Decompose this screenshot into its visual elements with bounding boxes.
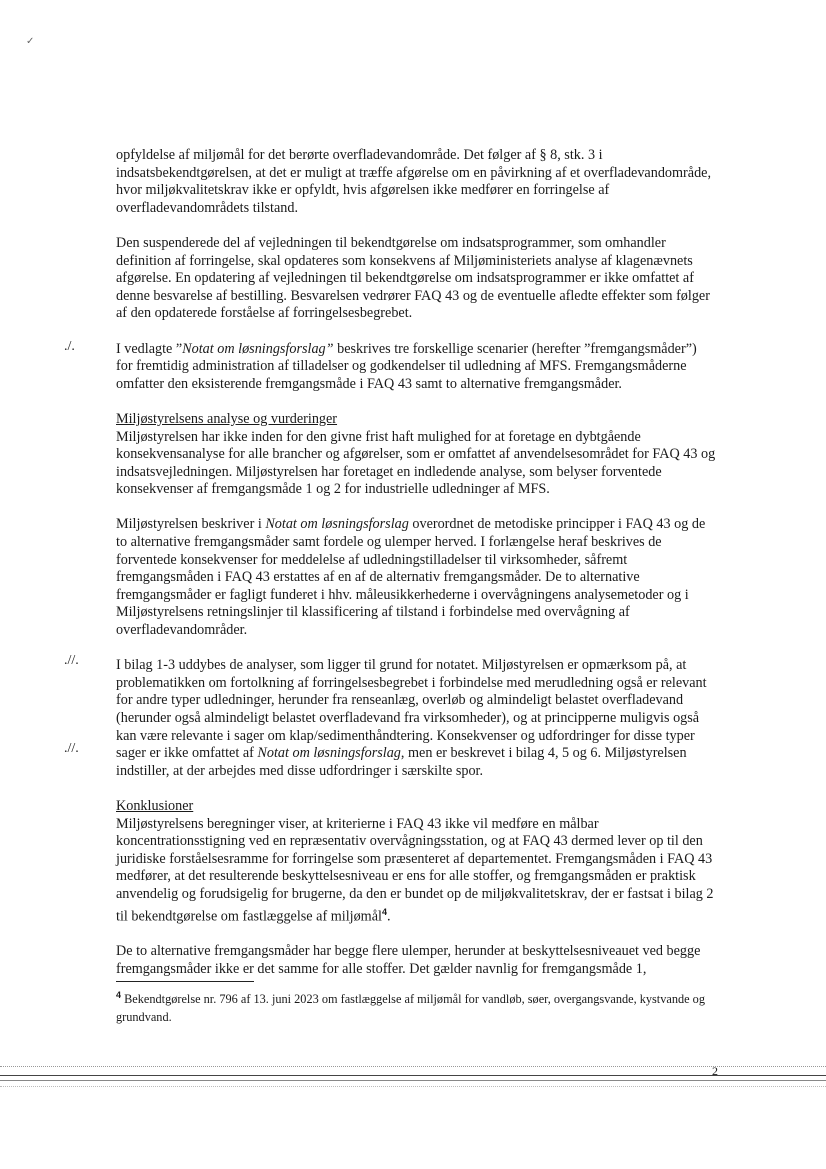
italic-title: Notat om løsningsforslag [257,745,401,762]
footer-rule [0,1080,826,1081]
enclosure-marker: ./. [64,339,75,354]
enclosure-marker: .//. [64,741,79,756]
section-text: Miljøstyrelsens beregninger viser, at kriterierne i FAQ 43 ikke vil medføre en målbar koncentrationsstigning ved en repræsentativ overvågningsstation, og at FAQ 43 dermed lever op til den juridiske forståelsesramme for forringelse som præsenteret af departementet. Fremgangsmåden i FAQ 43 medfører, at det resulterende beskyttelsesniveau er ens for alle stoffer, og fremgangsmåden er praktisk anvendelig og forudsigelig for brugerne, da den er bundet op de miljøkvalitetskrav, der er fastsat i bilag 2 til bekendtgørelse om fastlæggelse af miljømål [116,815,714,925]
paragraph: I bilag 1-3 uddybes de analyser, som ligger til grund for notatet. Miljøstyrelsen er opmærksom på, at problematikken om fortolkning af forringelsesbegrebet i forbindelse med merudledning også er relevant for andre typer udledninger, herunder fra renseanlæg, overløb og almindeligt belastet overfladevand (herunder også almindeligt belastet overfladevand fra virksomheder), og at principperne muligvis også kan være relevante i sager om klap/sedimenthåndtering. Konsekvenser og udfordringer for disse typer sager er ikke omfattet af Notat om løsningsforslag, men er beskrevet i bilag 4, 5 og 6. Miljøstyrelsen indstiller, at der arbejdes med disse udfordringer i særskilte spor. [116,657,707,779]
section-heading: Konklusioner [116,797,194,814]
footnote-text: Bekendtgørelse nr. 796 af 13. juni 2023 om fastlæggelse af miljømål for vandløb, søer, overgangsvande, kystvande og grundvand. [116,992,705,1025]
italic-title: Notat om løsningsforslag [265,516,409,533]
paragraph: Den suspenderede del af vejledningen til bekendtgørelse om indsatsprogrammer, som omhandler definition af forringelse, skal opdateres som konsekvens af Miljøministeriets analyse af klagenævnets afgørelse. En opdatering af vejledningen til bekendtgørelse om indsatsprogrammer er ikke omfattet af denne besvarelse af bestilling. Besvarelsen vedrører FAQ 43 og de eventuelle afledte effekter som følger af den opdaterede forståelse af forringelsesbegrebet. [116,234,710,322]
paragraph: I vedlagte ”Notat om løsningsforslag” beskrives tre forskellige scenarier (herefter ”fremgangsmåder”) for fremtidig administration af tilladelser og godkendelser til udledning af MFS. Fremgangsmåderne omfatter den eksisterende fremgangsmåde i FAQ 43 samt to alternative fremgangsmåder. [116,340,697,392]
footer-rule [0,1075,826,1076]
paragraph: De to alternative fremgangsmåder har begge flere ulemper, herunder at beskyttelsesniveauet ved begge fremgangsmåder ikke er det samme for alle stoffer. Det gælder navnlig for fremgangsmåde 1, [116,943,701,978]
enclosure-marker: .//. [64,653,79,668]
footnote-rule [116,981,254,982]
paragraph: Miljøstyrelsen beskriver i Notat om løsningsforslag overordnet de metodiske principper i FAQ 43 og de to alternative fremgangsmåder samt fordele og ulemper herved. I forlængelse heraf beskrives de forventede konsekvenser for meddelelse af udledningstilladelser til virksomheder, såfremt fremgangsmåden i FAQ 43 erstattes af en af de alternativ fremgangsmåder. De to alternative fremgangsmåder er fagligt funderet i hhv. måleusikkerhederne i overvågningens analysemetoder og i Miljøstyrelsens retningslinjer til klassificering af tilstand i forbindelse med overvågning af overfladevandområder. [116,516,706,639]
section-heading: Miljøstyrelsens analyse og vurderinger [116,410,338,427]
footer-rule [0,1086,826,1087]
footnote-ref: 4 [381,906,387,917]
footnote [116,986,716,1026]
footer-rule [0,1066,826,1067]
page-number: 2 [712,1064,718,1078]
body-text [116,147,716,996]
italic-title: Notat om løsningsforslag” [182,340,334,357]
section-text: Miljøstyrelsen har ikke inden for den givne frist haft mulighed for at foretage en dybtgående konsekvensanalyse for alle brancher og afgørelser, som er omfattet af anvendelsesområdet for FAQ 43 og indsatsvejledningen. Miljøstyrelsen har foretaget en indledende analyse, som belyser forventede konsekvenser af fremgangsmåde 1 og 2 for industrielle udledninger af MFS. [116,428,716,498]
section-conclusions: Konklusioner Miljøstyrelsens beregninger viser, at kriterierne i FAQ 43 ikke vil medføre en målbar koncentrationsstigning ved en repræsentativ overvågningsstation, og at FAQ 43 dermed lever op til den juridiske forståelsesramme for forringelse som præsenteret af departementet. Fremgangsmåden i FAQ 43 medfører, at det resulterende beskyttelsesniveau er ens for alle stoffer, og fremgangsmåden er praktisk anvendelig og forudsigelig for brugerne, da den er bundet op de miljøkvalitetskrav, der er fastsat i bilag 2 til bekendtgørelse om fastlæggelse af miljømål$^4$. [116,797,714,925]
paragraph: opfyldelse af miljømål for det berørte overfladevandområde. Det følger af § 8, stk. 3 i indsatsbekendtgørelsen, at det er muligt at træffe afgørelse om en påvirkning af et overfladevandområde, hvor miljøkvalitetskrav ikke er opfyldt, hvis afgørelsen ikke medfører en forringelse af overfladevandområdets tilstand. [116,147,712,216]
section-analysis [116,411,716,499]
stray-mark: ✓ [26,36,35,47]
footnote-number: 4 [116,990,122,1000]
